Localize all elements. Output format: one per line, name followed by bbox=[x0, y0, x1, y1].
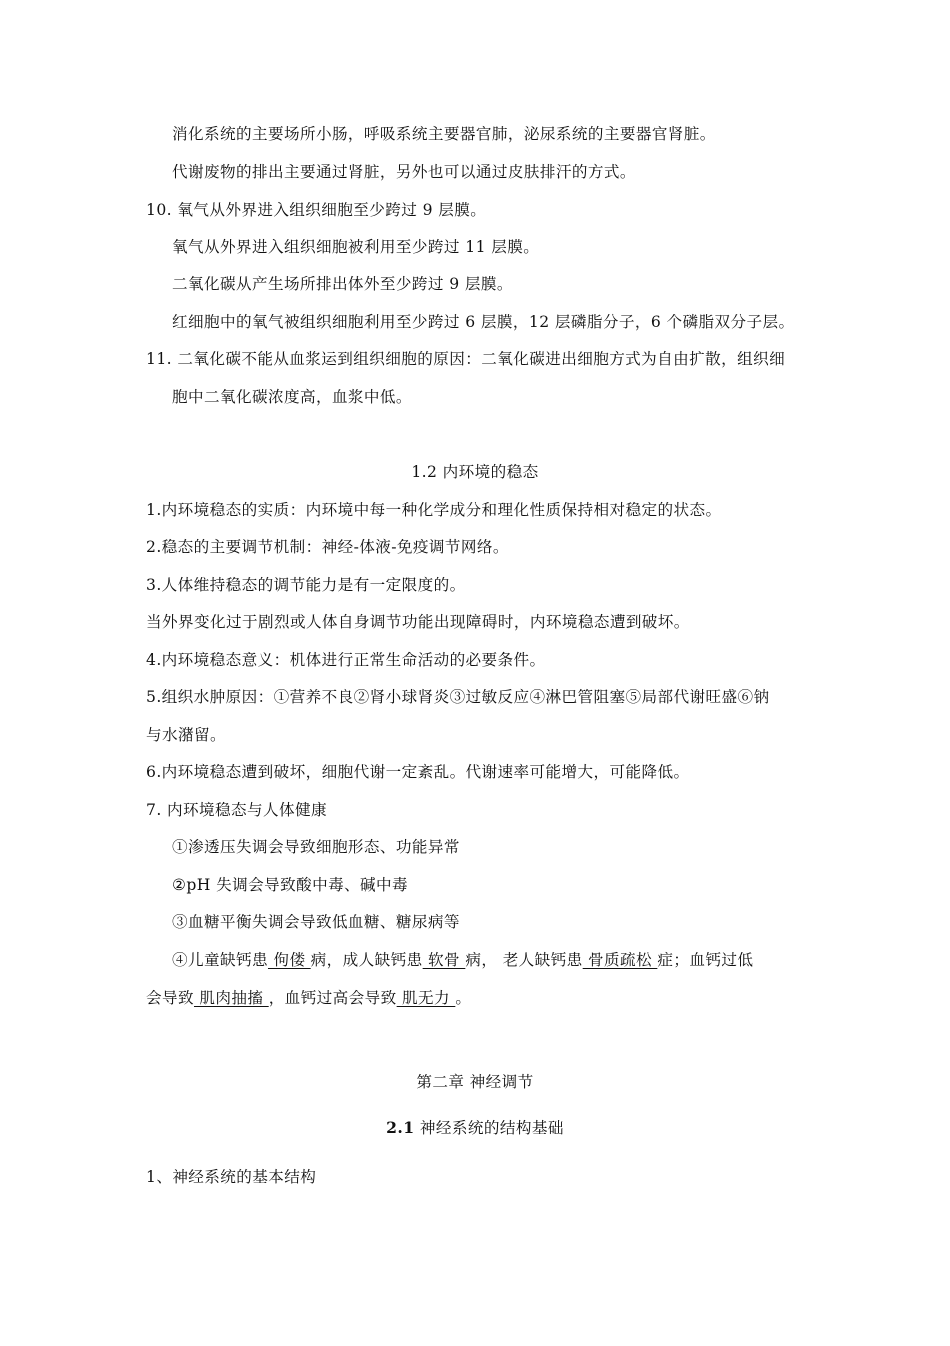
section-number: 2.1 bbox=[386, 1118, 415, 1137]
list-item-11: 11. 二氧化碳不能从血浆运到组织细胞的原因：二氧化碳进出细胞方式为自由扩散，组织细 bbox=[146, 350, 786, 368]
list-item-3: 3.人体维持稳态的调节能力是有一定限度的。 bbox=[146, 576, 466, 594]
paragraph-line bbox=[146, 987, 471, 1009]
section-heading bbox=[0, 1117, 950, 1139]
text-run: 症；血钙过低 bbox=[657, 951, 754, 969]
list-item-5: 5.组织水肿原因：①营养不良②肾小球肾炎③过敏反应④淋巴管阻塞⑤局部代谢旺盛⑥钠 bbox=[146, 688, 770, 706]
section-title: 神经系统的结构基础 bbox=[414, 1119, 564, 1137]
sub-item-2: ②pH 失调会导致酸中毒、碱中毒 bbox=[172, 876, 409, 894]
paragraph-line: 与水潴留。 bbox=[146, 726, 226, 744]
text-run: 。 bbox=[455, 989, 472, 1007]
paragraph-line: 1、神经系统的基本结构 bbox=[146, 1168, 317, 1186]
paragraph-line: 氧气从外界进入组织细胞被利用至少跨过 11 层膜。 bbox=[172, 238, 540, 256]
paragraph-line: 当外界变化过于剧烈或人体自身调节功能出现障碍时，内环境稳态遭到破坏。 bbox=[146, 613, 690, 631]
sub-item-3: ③血糖平衡失调会导致低血糖、糖尿病等 bbox=[172, 913, 460, 931]
paragraph-line: 红细胞中的氧气被组织细胞利用至少跨过 6 层膜，12 层磷脂分子，6 个磷脂双分子层。 bbox=[172, 313, 795, 331]
list-item-4: 4.内环境稳态意义：机体进行正常生命活动的必要条件。 bbox=[146, 651, 546, 669]
paragraph-line: 二氧化碳从产生场所排出体外至少跨过 9 层膜。 bbox=[172, 275, 513, 293]
text-run: ④儿童缺钙患 bbox=[172, 951, 268, 969]
answer-blank: 肌肉抽搐 bbox=[193, 989, 269, 1007]
answer-blank: 佝偻 bbox=[267, 951, 311, 969]
list-item-10: 10. 氧气从外界进入组织细胞至少跨过 9 层膜。 bbox=[146, 201, 487, 219]
list-item-2: 2.稳态的主要调节机制：神经-体液-免疫调节网络。 bbox=[146, 538, 509, 556]
answer-blank: 骨质疏松 bbox=[582, 951, 658, 969]
list-item-6: 6.内环境稳态遭到破坏，细胞代谢一定紊乱。代谢速率可能增大，可能降低。 bbox=[146, 763, 690, 781]
list-item-1: 1.内环境稳态的实质：内环境中每一种化学成分和理化性质保持相对稳定的状态。 bbox=[146, 501, 722, 519]
sub-item-1: ①渗透压失调会导致细胞形态、功能异常 bbox=[172, 838, 460, 856]
paragraph-line: 胞中二氧化碳浓度高，血浆中低。 bbox=[172, 388, 412, 406]
chapter-heading: 第二章 神经调节 bbox=[416, 1073, 534, 1091]
paragraph-line: 消化系统的主要场所小肠，呼吸系统主要器官肺，泌尿系统的主要器官肾脏。 bbox=[172, 125, 716, 143]
answer-blank: 肌无力 bbox=[396, 989, 456, 1007]
text-run: 病， 老人缺钙患 bbox=[465, 951, 583, 969]
list-item-7: 7. 内环境稳态与人体健康 bbox=[146, 801, 327, 819]
answer-blank: 软骨 bbox=[422, 951, 466, 969]
text-run: 会导致 bbox=[146, 989, 194, 1007]
paragraph-line: 代谢废物的排出主要通过肾脏，另外也可以通过皮肤排汗的方式。 bbox=[172, 163, 636, 181]
sub-item-4 bbox=[172, 949, 753, 971]
text-run: ，血钙过高会导致 bbox=[268, 989, 397, 1007]
section-heading: 1.2 内环境的稳态 bbox=[411, 463, 539, 481]
text-run: 病，成人缺钙患 bbox=[310, 951, 423, 969]
